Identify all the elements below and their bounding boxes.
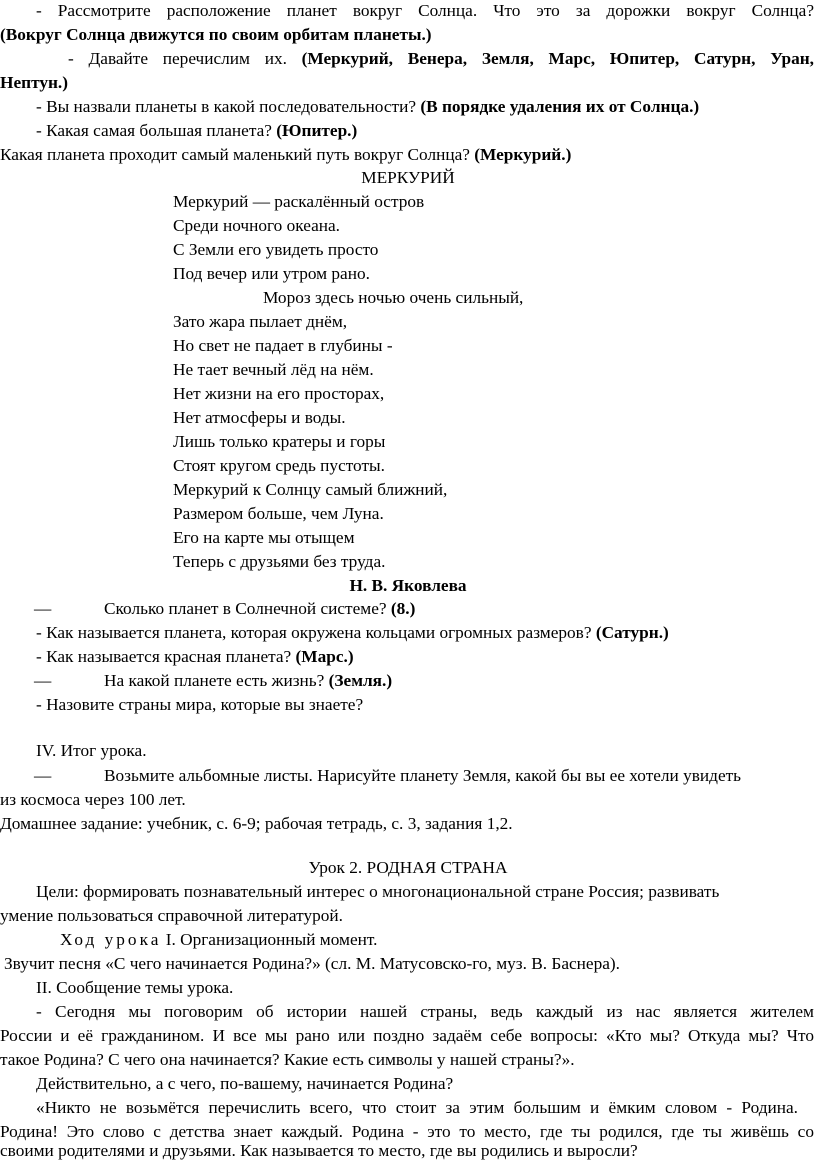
poem-line: Мороз здесь ночью очень сильный,: [263, 288, 524, 307]
homework-text: Домашнее задание: учебник, с. 6-9; рабочая тетрадь, с. 3, задания 1,2.: [0, 814, 513, 833]
song-text: Звучит песня «С чего начинается Родина?» (сл. М. Матусовско-го, муз. В. Баснера).: [4, 954, 620, 973]
dash-marker: —: [34, 766, 52, 785]
question-line: [36, 96, 816, 117]
question-text: Сколько планет в Солнечной системе?: [104, 599, 391, 618]
paragraph-line: Родина! Это слово с детства знает каждый. Родина - это то место, где ты родился, где ты живёшь со: [0, 1122, 814, 1141]
poem-title: МЕРКУРИЙ: [361, 168, 455, 187]
course-line: [60, 929, 816, 950]
answer-text: (Сатурн.): [595, 623, 669, 642]
poem-line: Среди ночного океана.: [173, 216, 341, 235]
course-label: Ход урока: [60, 930, 162, 949]
lesson-title: Урок 2. РОДНАЯ СТРАНА: [308, 858, 508, 877]
answer-text: (Марс.): [295, 647, 354, 666]
question-line: [36, 694, 816, 715]
question-text: - Вы назвали планеты в какой последовательности?: [36, 97, 421, 116]
question-line: [36, 622, 816, 643]
answer-text: (Меркурий.): [474, 145, 572, 164]
poem-line: Зато жара пылает днём,: [173, 312, 348, 331]
course-text: I. Организационный момент.: [161, 930, 378, 949]
poem-line: Не тает вечный лёд на нём.: [173, 360, 374, 379]
section-heading: IV. Итог урока.: [36, 741, 147, 760]
goals-text: умение пользоваться справочной литературой.: [0, 906, 343, 925]
poem-author: Н. В. Яковлева: [349, 576, 467, 595]
question-text: - Как называется планета, которая окружена кольцами огромных размеров?: [36, 623, 596, 642]
question-line: [36, 646, 816, 667]
goals-text: Цели: формировать познавательный интерес о многонациональной стране Россия; развивать: [36, 882, 720, 901]
poem-line: Под вечер или утром рано.: [173, 264, 370, 283]
paragraph-line: России и её гражданином. И все мы рано или поздно задаём себе вопросы: «Кто мы? Откуда мы? Что: [0, 1026, 814, 1045]
answer-text: (8.): [390, 599, 416, 618]
poem-line: Лишь только кратеры и горы: [173, 432, 386, 451]
answer-text: (Меркурий, Венера, Земля, Марс, Юпитер, Сатурн, Уран,: [301, 49, 814, 68]
paragraph-line: такое Родина? С чего она начинается? Какие есть символы у нашей страны?».: [0, 1050, 575, 1069]
answer-text: (Юпитер.): [276, 121, 358, 140]
question-line: [68, 48, 814, 69]
question-line: [104, 598, 816, 619]
poem-line: Нет жизни на его просторах,: [173, 384, 385, 403]
question-text: На какой планете есть жизнь?: [104, 671, 329, 690]
task-text: из космоса через 100 лет.: [0, 790, 186, 809]
question-text: - Давайте перечислим их.: [68, 49, 302, 68]
task-text: Возьмите альбомные листы. Нарисуйте планету Земля, какой бы вы ее хотели увидеть: [104, 766, 742, 785]
paragraph-line: - Сегодня мы поговорим об истории нашей страны, ведь каждый из нас является жителем: [36, 1002, 814, 1021]
answer-text: (Земля.): [328, 671, 393, 690]
answer-text: (В порядке удаления их от Солнца.): [420, 97, 700, 116]
dash-marker: —: [34, 599, 52, 618]
poem-line: Теперь с друзьями без труда.: [173, 552, 386, 571]
dash-marker: —: [34, 671, 52, 690]
question-text: - Как называется красная планета?: [36, 647, 296, 666]
question-text: - Какая самая большая планета?: [36, 121, 277, 140]
section-heading: II. Сообщение темы урока.: [36, 978, 234, 997]
poem-line: Размером больше, чем Луна.: [173, 504, 384, 523]
poem-line: Стоят кругом средь пустоты.: [173, 456, 385, 475]
question-text: Какая планета проходит самый маленький путь вокруг Солнца?: [0, 145, 475, 164]
answer-line: [0, 72, 816, 93]
answer-text: (Вокруг Солнца движутся по своим орбитам планеты.): [0, 25, 432, 44]
poem-line: С Земли его увидеть просто: [173, 240, 379, 259]
paragraph-line: «Никто не возьмётся перечислить всего, что стоит за этим большим и ёмким словом - Родина.: [36, 1098, 798, 1117]
poem-line: Но свет не падает в глубины -: [173, 336, 393, 355]
poem-line: Нет атмосферы и воды.: [173, 408, 346, 427]
answer-text: Нептун.): [0, 73, 69, 92]
question-line: [36, 120, 816, 141]
paragraph-line: Действительно, а с чего, по-вашему, начинается Родина?: [36, 1074, 454, 1093]
paragraph-line: своими родителями и друзьями. Как называется то место, где вы родились и выросли?: [0, 1141, 638, 1160]
poem-line: Его на карте мы отыщем: [173, 528, 355, 547]
poem-line: Меркурий — раскалённый остров: [173, 192, 425, 211]
question-line: [36, 0, 814, 21]
question-line: [0, 144, 816, 165]
question-line: [104, 670, 816, 691]
question-text: - Рассмотрите расположение планет вокруг Солнца. Что это за дорожки вокруг Солнца?: [36, 1, 814, 20]
poem-line: Меркурий к Солнцу самый ближний,: [173, 480, 448, 499]
answer-line: [0, 24, 816, 45]
question-text: - Назовите страны мира, которые вы знаете?: [36, 695, 364, 714]
